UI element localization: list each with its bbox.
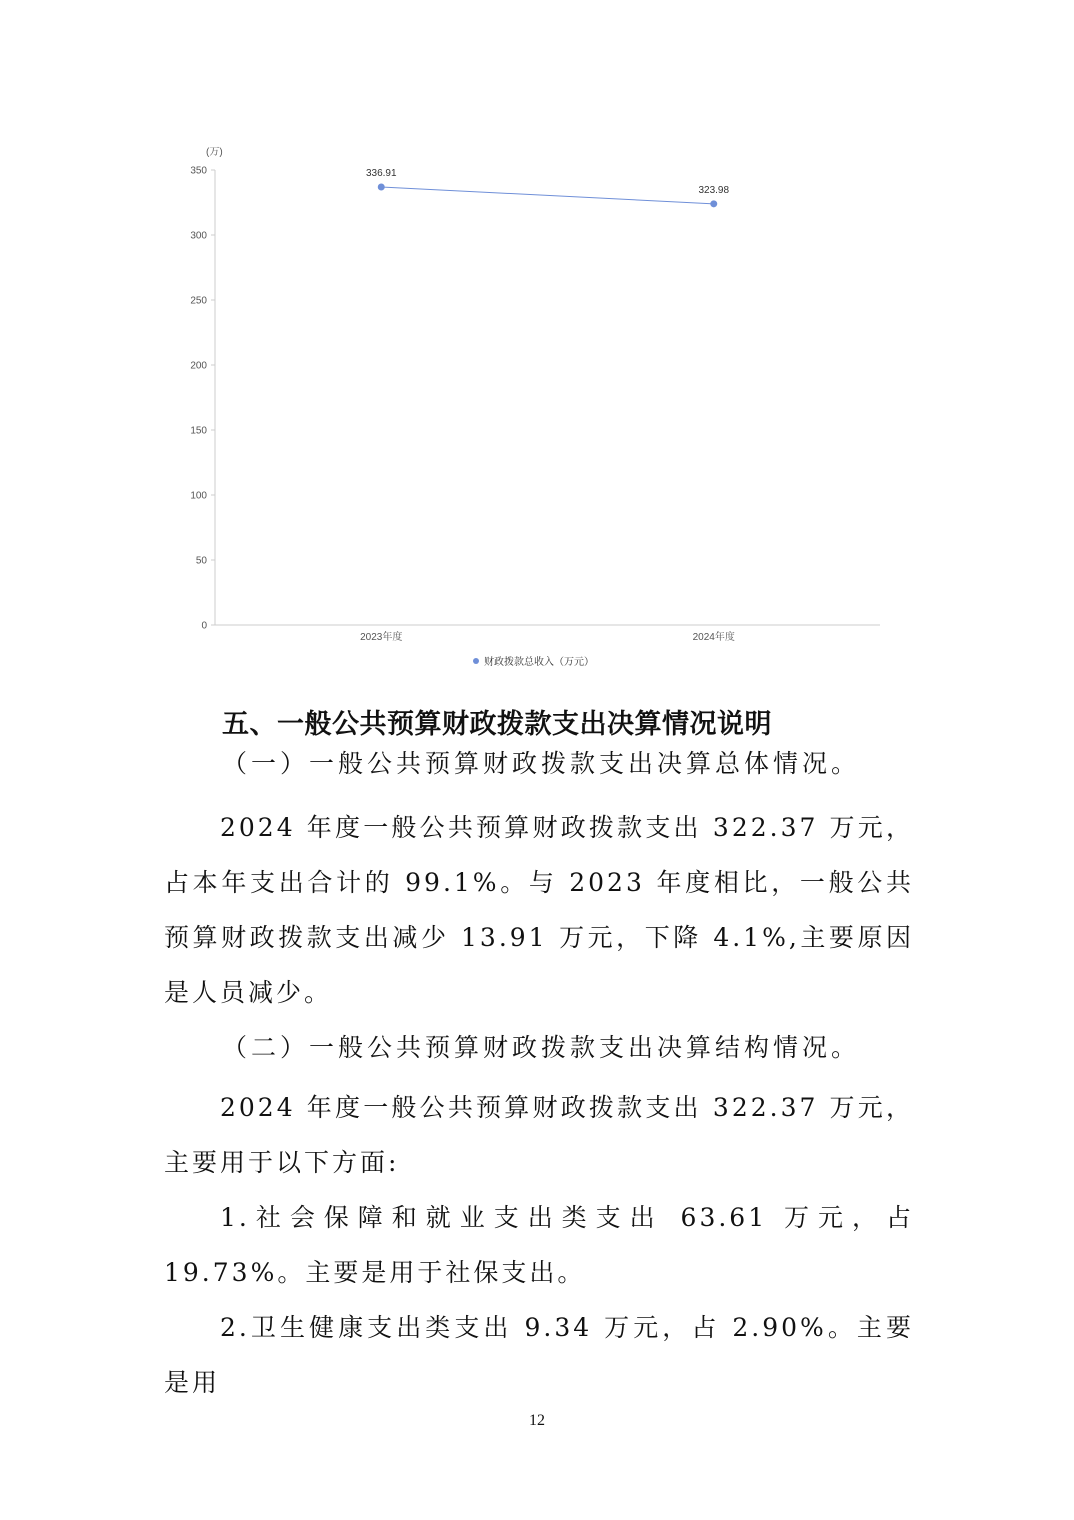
- legend-marker: [473, 658, 479, 664]
- legend: [473, 655, 594, 668]
- subsection-heading-structure: （二）一般公共预算财政拨款支出决算结构情况。: [222, 1033, 861, 1062]
- list-item-health: 2.卫生健康支出类支出 9.34 万元，占 2.90%。主要是用: [164, 1313, 914, 1397]
- revenue-line-chart: [0, 0, 1074, 680]
- data-point: [378, 184, 385, 191]
- x-tick-label: 2024年度: [692, 632, 735, 643]
- x-tick-label: 2023年度: [360, 632, 403, 643]
- y-axis-ticks: [190, 166, 215, 632]
- paragraph-overall: 2024 年度一般公共预算财政拨款支出 322.37 万元，占本年支出合计的 99.1%。与 2023 年度相比，一般公共预算财政拨款支出减少 13.91 万元，下降 4.1%,主要原因是人员减少。: [164, 813, 914, 1007]
- y-axis-unit-label: (万): [206, 147, 223, 158]
- x-axis-ticks: [360, 630, 735, 643]
- section-heading: 五、一般公共预算财政拨款支出决算情况说明: [222, 709, 772, 740]
- paragraph-structure: 2024 年度一般公共预算财政拨款支出 322.37 万元，主要用于以下方面:: [164, 1093, 914, 1177]
- y-tick-label: 50: [195, 555, 207, 567]
- y-tick-label: 300: [190, 230, 207, 242]
- y-tick-label: 0: [201, 620, 207, 632]
- y-tick-label: 150: [190, 425, 207, 437]
- data-point: [710, 200, 717, 207]
- list-item-social-security: 1.社会保障和就业支出类支出 63.61 万元，占 19.73%。主要是用于社保支出。: [164, 1203, 914, 1287]
- y-tick-label: 350: [190, 165, 207, 177]
- series-group: [366, 168, 730, 207]
- y-tick-label: 200: [190, 360, 207, 372]
- y-tick-label: 100: [190, 490, 207, 502]
- data-label: 336.91: [365, 168, 397, 180]
- legend-label: 财政拨款总收入（万元）: [484, 657, 594, 668]
- y-tick-label: 250: [190, 295, 207, 307]
- page-number: 12: [529, 1412, 545, 1429]
- series-line: [381, 187, 714, 204]
- subsection-heading-overall: （一）一般公共预算财政拨款支出决算总体情况。: [222, 749, 861, 778]
- data-label: 323.98: [698, 184, 730, 196]
